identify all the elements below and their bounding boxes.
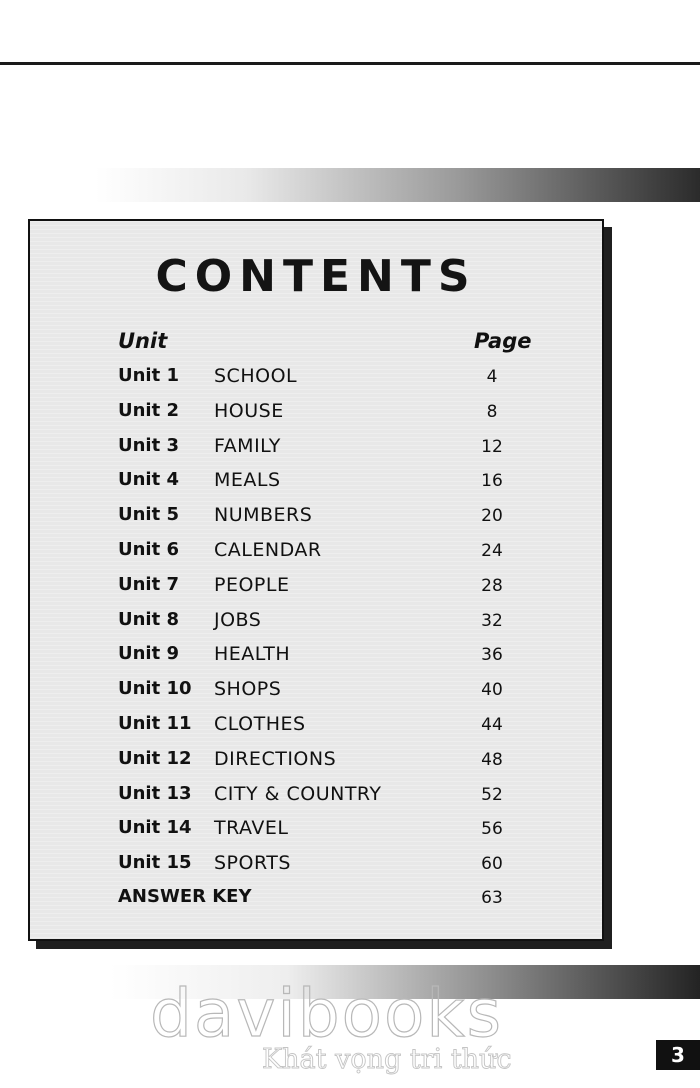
contents-row bbox=[30, 539, 602, 569]
unit-label: Unit 10 bbox=[118, 678, 192, 700]
unit-topic: CLOTHES bbox=[214, 713, 306, 735]
contents-row bbox=[30, 678, 602, 708]
top-rule bbox=[0, 62, 700, 65]
unit-label: Unit 7 bbox=[118, 573, 179, 595]
contents-row bbox=[30, 504, 602, 534]
unit-page-number: 40 bbox=[481, 680, 503, 701]
unit-page-number: 20 bbox=[481, 506, 503, 527]
unit-label: Unit 12 bbox=[118, 747, 192, 769]
unit-page-number: 44 bbox=[481, 715, 503, 735]
answer-key-page: 63 bbox=[481, 888, 503, 908]
unit-topic: CITY & COUNTRY bbox=[214, 782, 382, 805]
unit-label: Unit 11 bbox=[118, 713, 192, 734]
unit-label: Unit 15 bbox=[118, 852, 192, 874]
watermark-tagline: Khát vọng tri thức bbox=[262, 1044, 512, 1075]
unit-page-number: 24 bbox=[481, 541, 503, 561]
contents-row bbox=[30, 713, 602, 743]
unit-page-number: 16 bbox=[481, 471, 503, 492]
contents-row bbox=[30, 783, 602, 813]
unit-label: Unit 4 bbox=[118, 469, 179, 491]
contents-row bbox=[30, 365, 602, 395]
column-header-page: Page bbox=[474, 329, 532, 353]
page-number: 3 bbox=[656, 1040, 700, 1070]
unit-topic: SPORTS bbox=[214, 852, 291, 875]
watermark-brand: davibooks bbox=[150, 975, 503, 1052]
unit-label: Unit 2 bbox=[118, 399, 179, 421]
unit-page-number: 60 bbox=[481, 854, 503, 875]
unit-topic: PEOPLE bbox=[214, 573, 290, 596]
unit-page-number: 28 bbox=[481, 575, 503, 596]
contents-row bbox=[30, 609, 602, 639]
unit-page-number: 12 bbox=[481, 436, 503, 457]
unit-label: Unit 3 bbox=[118, 434, 179, 456]
unit-page-number: 8 bbox=[486, 401, 498, 422]
column-header-unit: Unit bbox=[118, 329, 168, 353]
unit-topic: HEALTH bbox=[214, 643, 291, 666]
unit-label: Unit 6 bbox=[118, 539, 179, 560]
unit-topic: MEALS bbox=[214, 469, 281, 492]
unit-topic: FAMILY bbox=[214, 434, 281, 457]
unit-topic: JOBS bbox=[214, 608, 262, 631]
unit-page-number: 36 bbox=[481, 645, 503, 666]
unit-label: Unit 14 bbox=[118, 817, 192, 839]
contents-row bbox=[30, 435, 602, 465]
unit-page-number: 52 bbox=[481, 784, 503, 805]
unit-topic: SHOPS bbox=[214, 678, 282, 701]
unit-topic: HOUSE bbox=[214, 399, 284, 422]
header-gradient-band bbox=[95, 168, 700, 202]
unit-label: Unit 13 bbox=[118, 782, 192, 804]
answer-key-label: ANSWER KEY bbox=[118, 886, 252, 907]
unit-label: Unit 1 bbox=[118, 365, 179, 386]
unit-page-number: 4 bbox=[486, 367, 498, 387]
unit-page-number: 48 bbox=[481, 749, 503, 770]
contents-panel bbox=[28, 219, 604, 941]
unit-topic: SCHOOL bbox=[214, 365, 298, 387]
contents-row bbox=[30, 817, 602, 847]
contents-row bbox=[30, 852, 602, 882]
unit-label: Unit 8 bbox=[118, 608, 179, 630]
unit-topic: TRAVEL bbox=[214, 817, 289, 840]
page-title: CONTENTS bbox=[155, 251, 477, 302]
unit-page-number: 56 bbox=[481, 819, 503, 840]
unit-label: Unit 5 bbox=[118, 504, 179, 526]
contents-row bbox=[30, 469, 602, 499]
unit-topic: NUMBERS bbox=[214, 504, 313, 527]
unit-label: Unit 9 bbox=[118, 643, 179, 665]
unit-topic: DIRECTIONS bbox=[214, 747, 337, 770]
contents-row bbox=[30, 400, 602, 430]
contents-row bbox=[30, 643, 602, 673]
contents-row bbox=[30, 748, 602, 778]
unit-topic: CALENDAR bbox=[214, 539, 322, 561]
unit-page-number: 32 bbox=[481, 610, 503, 631]
contents-row bbox=[30, 574, 602, 604]
